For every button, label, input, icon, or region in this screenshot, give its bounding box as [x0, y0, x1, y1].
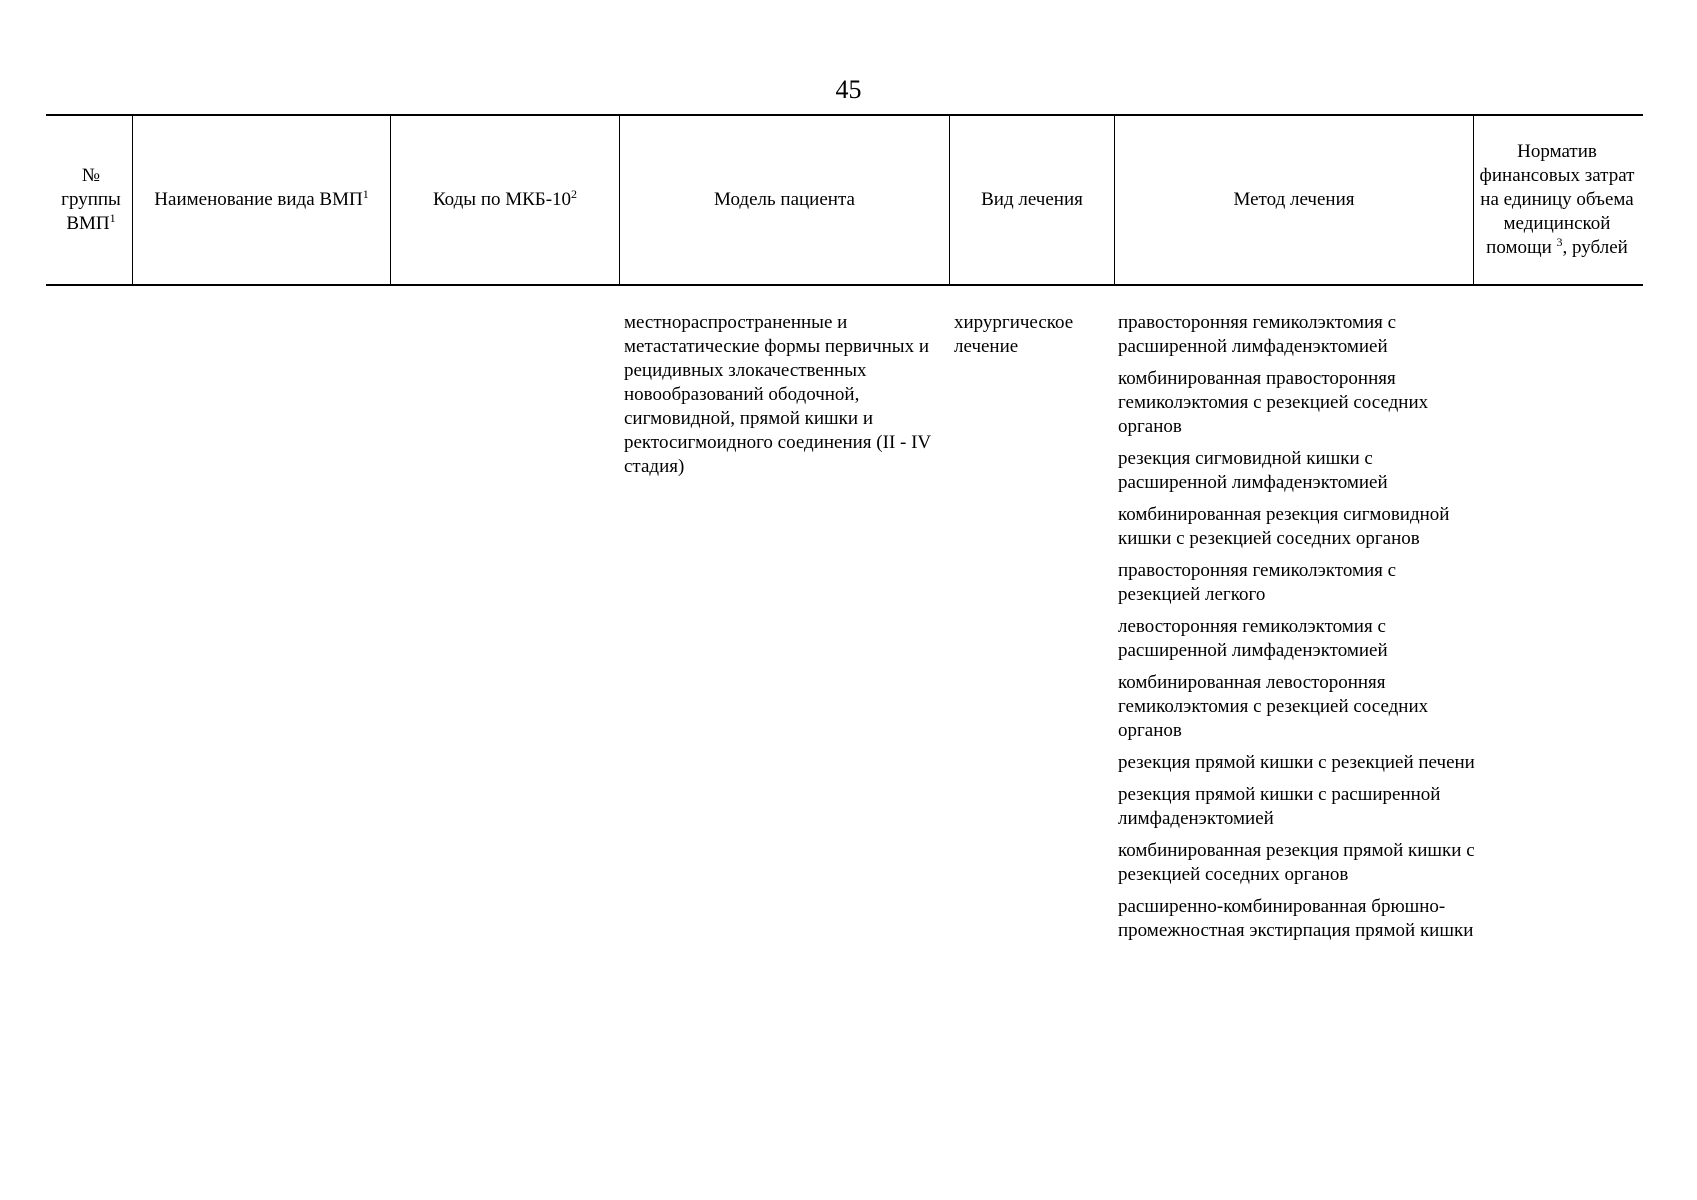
- treatment-type-cell: хирургическое лечение: [954, 312, 1074, 357]
- list-item: расширенно-комбинированная брюшно-промежностная экстирпация прямой кишки: [1118, 896, 1474, 941]
- list-item: резекция прямой кишки с расширенной лимфаденэктомией: [1118, 784, 1441, 829]
- list-item: правосторонняя гемиколэктомия с расширенной лимфаденэктомией: [1118, 312, 1397, 357]
- header-group-no: № группы ВМП$^1$: [61, 165, 121, 234]
- treatment-methods-list: [1118, 311, 1478, 951]
- list-item: резекция прямой кишки с резекцией печени: [1118, 752, 1475, 773]
- list-item: левосторонняя гемиколэктомия с расширенной лимфаденэктомией: [1118, 616, 1388, 661]
- header-patient-model: Модель пациента: [714, 189, 855, 210]
- list-item: резекция сигмовидной кишки с расширенной лимфаденэктомией: [1118, 448, 1388, 493]
- header-cost-norm: Норматив финансовых затрат на единицу объема медицинской помощи $^3$, рублей: [1479, 141, 1635, 258]
- header-vmp-name: Наименование вида ВМП$^1$: [154, 187, 369, 210]
- header-treatment-method: Метод лечения: [1233, 189, 1355, 210]
- list-item: правосторонняя гемиколэктомия с резекцией легкого: [1118, 560, 1397, 605]
- list-item: комбинированная резекция сигмовидной кишки с резекцией соседних органов: [1118, 504, 1450, 549]
- header-bottom-border: [46, 284, 1643, 286]
- header-treatment-type: Вид лечения: [981, 189, 1083, 210]
- list-item: комбинированная правосторонняя гемиколэктомия с резекцией соседних органов: [1118, 368, 1429, 437]
- patient-model-cell: местнораспространенные и метастатические формы первичных и рецидивных злокачественных новообразований ободочной, сигмовидной, прямой кишки и ректосигмоидного соединения (II - IV стадия): [624, 312, 931, 477]
- list-item: комбинированная резекция прямой кишки с резекцией соседних органов: [1118, 840, 1475, 885]
- column-divider: [1473, 114, 1474, 285]
- list-item: комбинированная левосторонняя гемиколэктомия с резекцией соседних органов: [1118, 672, 1429, 741]
- page-number: 45: [835, 75, 862, 104]
- header-icd-codes: Коды по МКБ-$10^2$: [432, 187, 578, 210]
